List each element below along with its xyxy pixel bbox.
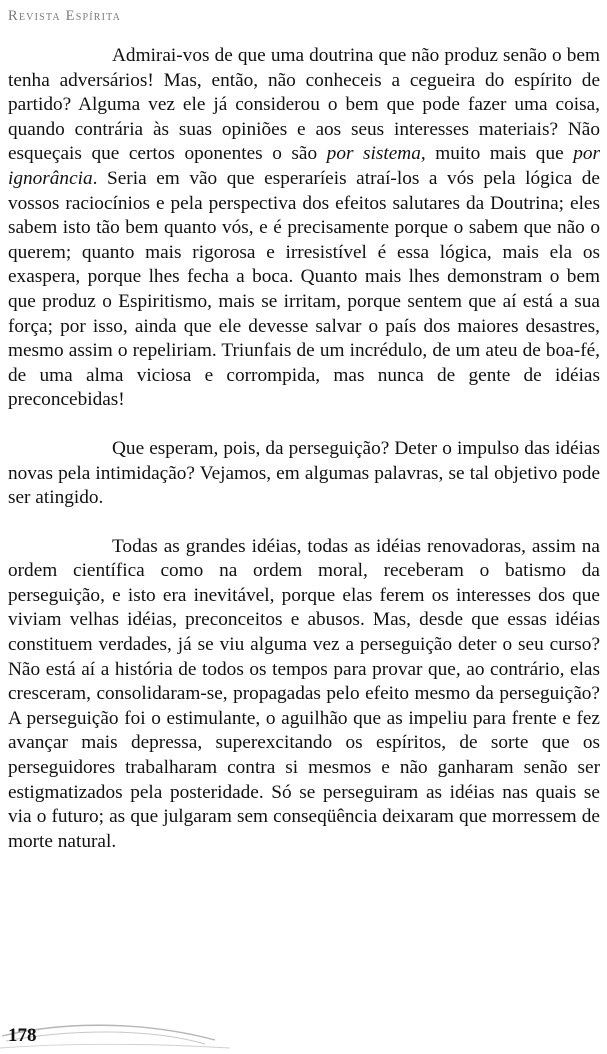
segment: . Seria em vão que esperaríeis atraí-los a vós pela lógica de vossos raciocínios e pela perspectiva dos efeitos salutares da Doutrina; eles sabem isto tão bem quanto vós, e é precisamente porque o sabem que não o querem; quanto mais rigorosa e irresistível é essa lógica, mais ela os exaspera, porque lhes fecha a boca. Quanto mais lhes demonstram o bem que produz o Espiritismo, mais se irritam, porque sentem que aí está a sua força; por isso, ainda que ele devesse salvar o país dos maiores desastres, mesmo assim o repeliriam. Triunfais de um incrédulo, de um ateu de boa-fé, de uma alma viciosa e corrompida, mas nunca de gente de idéias preconcebidas! — [8, 167, 600, 411]
italic-segment: por sistema — [326, 143, 421, 165]
body-text — [8, 44, 600, 854]
segment: Que esperam, pois, da perseguição? Deter o impulso das idéias novas pela intimidação? Vejamos, em algumas palavras, se tal objetivo pode ser atingido. — [8, 437, 600, 509]
page-number: 178 — [8, 1025, 37, 1046]
paragraph-3 — [8, 535, 600, 855]
running-header: Revista Espírita — [8, 8, 122, 24]
italic-segment: por ignorância — [8, 143, 600, 189]
segment: Todas as grandes idéias, todas as idéias renovadoras, assim na ordem científica como na ordem moral, receberam o batismo da perseguição, e isto era inevitável, porque elas ferem os interesses dos que viviam velhas idéias, preconceitos e abusos. Mas, desde que essas idéias constituem verdades, já se viu alguma vez a perseguição deter o seu curso? Não está aí a história de todos os tempos para provar que, ao contrário, elas cresceram, consolidaram-se, propagadas pelo efeito mesmo da perseguição? A perseguição foi o estimulante, o aguilhão que as impeliu para frente e fez avançar mais depressa, superexcitando os espíritos, de sorte que os perseguidores trabalharam contra si mesmos e não ganharam senão ser estigmatizados pela posteridade. Só se perseguiram as idéias nas quais se via o futuro; as que julgaram sem conseqüência deixaram que morressem de morte natural. — [8, 535, 600, 852]
paragraph-2 — [8, 437, 600, 511]
segment: Admirai-vos de que uma doutrina que não produz senão o bem tenha adversários! Mas, então, não conheceis a cegueira do espírito de partido? Alguma vez ele já considerou o bem que pode fazer uma coisa, quando contrária às suas opiniões e aos seus interesses materiais? Não esqueçais que certos oponentes o são — [8, 45, 600, 165]
paragraph-1 — [8, 44, 600, 413]
segment: , muito mais que — [420, 143, 574, 165]
